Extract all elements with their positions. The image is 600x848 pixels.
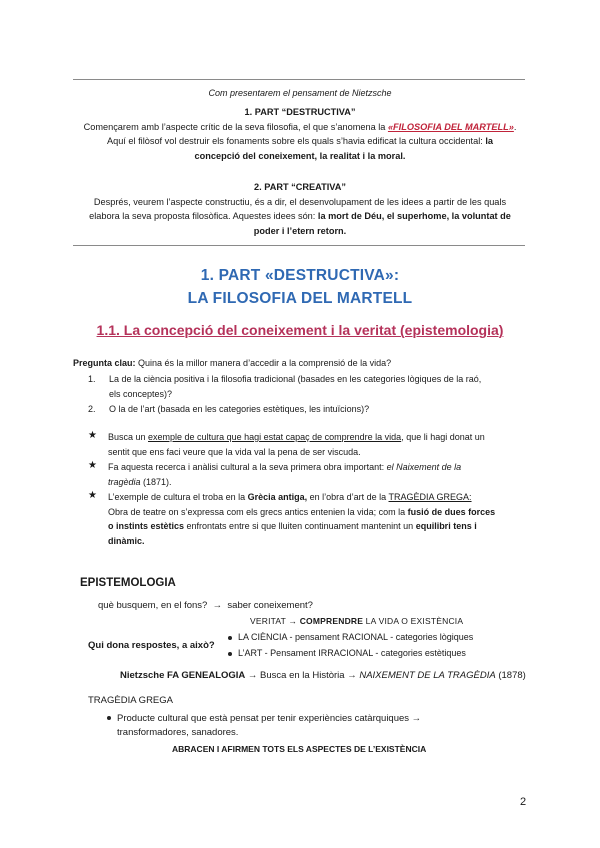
bullet-icon [228, 652, 232, 656]
tragedy-item: Producte cultural que està pensat per tenir experiències catàrquiques → transformadores, sanadores. [107, 712, 421, 740]
part1-line3: concepció del coneixement, la realitat i la moral. [194, 151, 406, 161]
star-item-3: L’exemple de cultura el troba en la Grècia antiga, en l’obra d’art de la TRAGÈDIA GREGA: Obra de teatre on s’expressa com els grecs antics entenien la vida; com la fusió de dues forces o instints estètics enfrontats entre si que lluiten continuament mantenint un equilibri tens i dinàmic. [108, 492, 496, 546]
notes-question: què busquem, en el fons? → saber coneixement? [98, 600, 313, 611]
star-icon: ★ [88, 490, 97, 501]
star-icon: ★ [88, 460, 97, 471]
part1-line2: Aquí el filòsof vol destruir els fonaments sobre els quals s’havia edificat la cultura occidental: la [106, 136, 494, 146]
page-number: 2 [520, 796, 527, 808]
part2-line3: poder i l’etern retorn. [253, 226, 347, 236]
question-item-1-num: 1. [88, 374, 96, 384]
question-item-2-num: 2. [88, 404, 96, 414]
part2-heading: 2. PART “CREATIVA” [254, 182, 346, 192]
notes-genealogy: Nietzsche FA GENEALOGIA → Busca en la Història → NAIXEMENT DE LA TRAGÈDIA (1878) [120, 670, 526, 681]
notes-heading: EPISTEMOLOGIA [80, 577, 176, 589]
arrow-icon: → [347, 670, 357, 681]
arrow-icon: → [247, 670, 258, 681]
notes-option-1: LA CIÈNCIA - pensament RACIONAL - categories lògiques [228, 632, 473, 642]
notes-truth: VERITAT → COMPRENDRE LA VIDA O EXISTÈNCIA [250, 616, 464, 626]
intro-subtitle: Com presentarem el pensament de Nietzsche [208, 88, 392, 98]
tragedy-heading: TRAGÈDIA GREGA [88, 695, 173, 706]
section-title-line1: 1. PART «DESTRUCTIVA»: [200, 267, 400, 284]
part2-line2: elabora la seva proposta filosòfica. Aquestes idees són: la mort de Déu, el superhome, la voluntat de [89, 211, 511, 221]
notes-final: ABRACEN I AFIRMEN TOTS ELS ASPECTES DE L’EXISTÈNCIA [172, 744, 427, 754]
martell-link[interactable]: «FILOSOFIA DEL MARTELL» [387, 122, 514, 132]
section-subtitle: 1.1. La concepció del coneixement i la veritat (epistemologia) [96, 322, 504, 338]
part2-line1: Després, veurem l’aspecte constructiu, és a dir, el desenvolupament de les idees a partir de les quals [93, 197, 507, 207]
star-item-1: Busca un exemple de cultura que hagi estat capaç de comprendre la vida, que li hagi donat un sentit que ens faci veure que la vida val la pena de ser viscuda. [108, 432, 485, 457]
section-title-line2: LA FILOSOFIA DEL MARTELL [187, 290, 413, 307]
part1-line1: Començarem amb l’aspecte crític de la seva filosofia, el que s’anomena la «FILOSOFIA DEL MARTELL». [83, 122, 517, 132]
bullet-icon [228, 636, 232, 640]
key-question: Pregunta clau: Quina és la millor manera d’accedir a la comprensió de la vida? [73, 358, 392, 368]
question-item-2: O la de l’art (basada en les categories estètiques, les intuïcions)? [109, 404, 370, 414]
bottom-divider [73, 245, 525, 246]
part1-heading: 1. PART “DESTRUCTIVA” [244, 107, 356, 117]
bullet-icon [107, 716, 111, 720]
star-item-2: Fa aquesta recerca i anàlisi cultural a la seva primera obra important: el Naixement de la tragèdia (1871). [108, 462, 462, 487]
arrow-icon: → [288, 616, 298, 626]
top-divider [73, 79, 525, 80]
arrow-icon: → [212, 600, 223, 611]
notes-who: Qui dona respostes, a això? [88, 640, 215, 651]
star-icon: ★ [88, 430, 97, 441]
notes-option-2: L’ART - Pensament IRRACIONAL - categories estètiques [228, 648, 466, 658]
question-item-1: La de la ciència positiva i la filosofia tradicional (basades en les categories lògiques de la raó, els conceptes)? [109, 374, 482, 399]
